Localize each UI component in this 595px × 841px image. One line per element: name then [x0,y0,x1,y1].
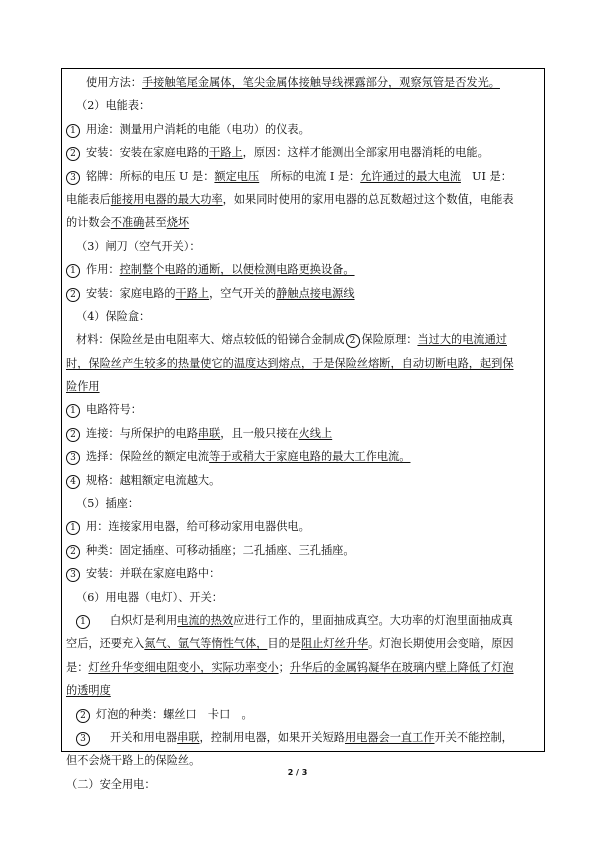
line-bulb-types [66,703,538,726]
text: 铭牌：所标的电压 U 是： [86,169,215,183]
text: ； [278,660,290,674]
text: 是： [66,660,89,674]
text: 空后，还要充入 [66,637,145,651]
answer-underlined: 干路上 [209,146,243,160]
line-meter-nameplate [66,165,538,188]
text: 开关和用电器 [110,730,178,744]
page-number: 2 / 3 [287,768,308,777]
text: （二）安全用电： [66,777,156,791]
text: 连接：与所保护的电路 [86,426,198,440]
text: ，原因：这样才能测出全部家用电器消耗的电能。 [242,146,489,160]
circled-number: 2 [66,288,80,302]
answer-underlined: 允许通过的最大电流 [360,169,461,183]
answer-underlined: 额定电压 [214,169,260,183]
line-socket-use [66,515,538,538]
circled-number: 1 [66,404,80,418]
answer-underlined: 用电器会一直工作 [344,730,435,744]
line-meter-install [66,141,538,164]
line-fuse-spec [66,469,538,492]
circled-number: 1 [66,124,80,138]
text: 使用方法： [86,76,142,89]
answer-underlined: 烧坏 [166,216,190,230]
line-bulb-gas [66,632,538,655]
answer-underlined: 险作用 [66,380,100,394]
circled-number: 3 [66,451,80,465]
line-bulb-reason [66,656,538,679]
line-switch-series [66,726,538,749]
answer-underlined: 火线上 [298,426,333,440]
line-socket-types [66,539,538,562]
heading-knife-switch [66,235,538,258]
text: ，空气开关的 [209,286,277,300]
line-meter-power [66,188,538,211]
text: （6）用电器（电灯）、开关： [76,590,223,604]
text: 但不会烧干路上的保险丝。 [66,754,201,768]
text: 规格：越粗额定电流越大。 [86,473,221,487]
line-meter-count [66,211,538,234]
text: ，控制用电器，如果开关短路 [199,730,345,744]
answer-underlined: 串联 [177,730,200,744]
circled-number: 2 [346,334,360,348]
text: 开关不能控制， [434,730,513,744]
line-socket-install [66,562,538,585]
text: （2）电能表： [76,99,151,113]
text: 作用： [86,263,120,277]
text: 白炽灯是利用 [110,613,178,627]
text: 安装：并联在家庭电路中： [86,567,221,581]
answer-underlined: 静触点接电源线 [276,286,355,300]
text: 种类：固定插座、可移动插座；二孔插座、三孔插座。 [86,543,355,557]
text: 甚至 [144,216,167,230]
circled-number: 2 [66,545,80,559]
circled-number: 1 [76,615,90,629]
text: （5）插座： [76,497,140,511]
line-switch-function [66,258,538,281]
answer-underlined: 不准确 [110,216,145,230]
circled-number: 2 [66,147,80,161]
answer-underlined: 时，保险丝产生较多的热量使它的温度达到熔点，于是保险丝熔断，自动切断电路，起到保 [66,356,514,370]
text: 的计数会 [66,216,111,230]
answer-underlined: 控制整个电路的通断，以便检测电路更换设备。 [119,263,355,277]
text: 灯泡的种类：螺丝口 卡口 。 [96,707,253,721]
answer-underlined: 氮气、氩气等惰性气体， [144,637,268,651]
circled-number: 3 [66,568,80,582]
answer-underlined: 升华后的金属钨凝华在玻璃内壁上降低了灯泡 [289,660,514,674]
text: 电能表后 [66,192,111,206]
answer-underlined: 电流的热效 [177,613,234,627]
text: 材料：保险丝是由电阻率大、熔点较低的铅锑合金制成 [76,333,345,347]
answer-underlined: 当过大的电流通过 [417,333,507,347]
answer-underlined: 干路上 [175,286,210,300]
line-meter-purpose [66,118,538,141]
answer-underlined: 灯丝升华变细电阻变小，实际功率变小 [88,660,279,674]
text: 目的是 [267,637,301,651]
line-fuse-material [66,328,538,351]
line-fuse-principle [66,352,538,375]
text: 保险原理： [361,333,418,347]
text: 所标的电流 I 是： [259,169,361,183]
text: 选择：保险丝的额定电流 [86,450,210,464]
document-body [66,71,538,796]
line-usage-method [66,71,538,94]
answer-underlined: 阻止灯丝升华 [300,637,369,651]
line-bulb-reason-end [66,679,538,702]
circled-number: 4 [66,475,80,489]
circled-number: 2 [76,709,90,723]
circled-number: 1 [66,521,80,535]
heading-socket [66,492,538,515]
line-fuse-principle-end [66,375,538,398]
answer-underlined: 串联 [197,426,221,440]
heading-energy-meter [66,94,538,117]
text: （4）保险盒： [76,309,151,323]
text: ，且一般只接在 [220,426,299,440]
answer-underlined: 手接触笔尾金属体，笔尖金属体接触导线裸露部分，观察氖管是否发光。 [141,76,500,89]
text: 应进行工作的，里面抽成真空。大功率的灯泡里面抽成真 [233,613,513,627]
text: ，如果同时使用的家用电器的总瓦数超过这个数值，电能表 [222,192,514,206]
circled-number: 3 [76,732,90,746]
line-fuse-selection [66,445,538,468]
text: 。灯泡长期使用会变暗，原因 [368,637,514,651]
circled-number: 3 [66,171,80,185]
line-fuse-symbol [66,398,538,421]
text: （3）闸刀（空气开关）： [76,239,201,253]
text: 电路符号： [86,403,142,417]
line-fuse-connection [66,422,538,445]
text: 安装：家庭电路的 [86,286,176,300]
text: 用：连接家用电器，给可移动家用电器供电。 [86,520,310,534]
heading-fuse-box [66,305,538,328]
text: UI 是： [460,169,512,183]
circled-number: 1 [66,264,80,278]
heading-appliance-switch [66,586,538,609]
answer-underlined: 等于或稍大于家庭电路的最大工作电流。 [209,450,411,464]
answer-underlined: 的透明度 [66,684,111,698]
answer-underlined: 能接用电器的最大功率 [110,192,223,206]
text: 用途：测量用户消耗的电能（电功）的仪表。 [86,122,310,136]
line-switch-install [66,282,538,305]
circled-number: 2 [66,428,80,442]
line-bulb-principle [66,609,538,632]
text: 安装：安装在家庭电路的 [86,146,210,160]
